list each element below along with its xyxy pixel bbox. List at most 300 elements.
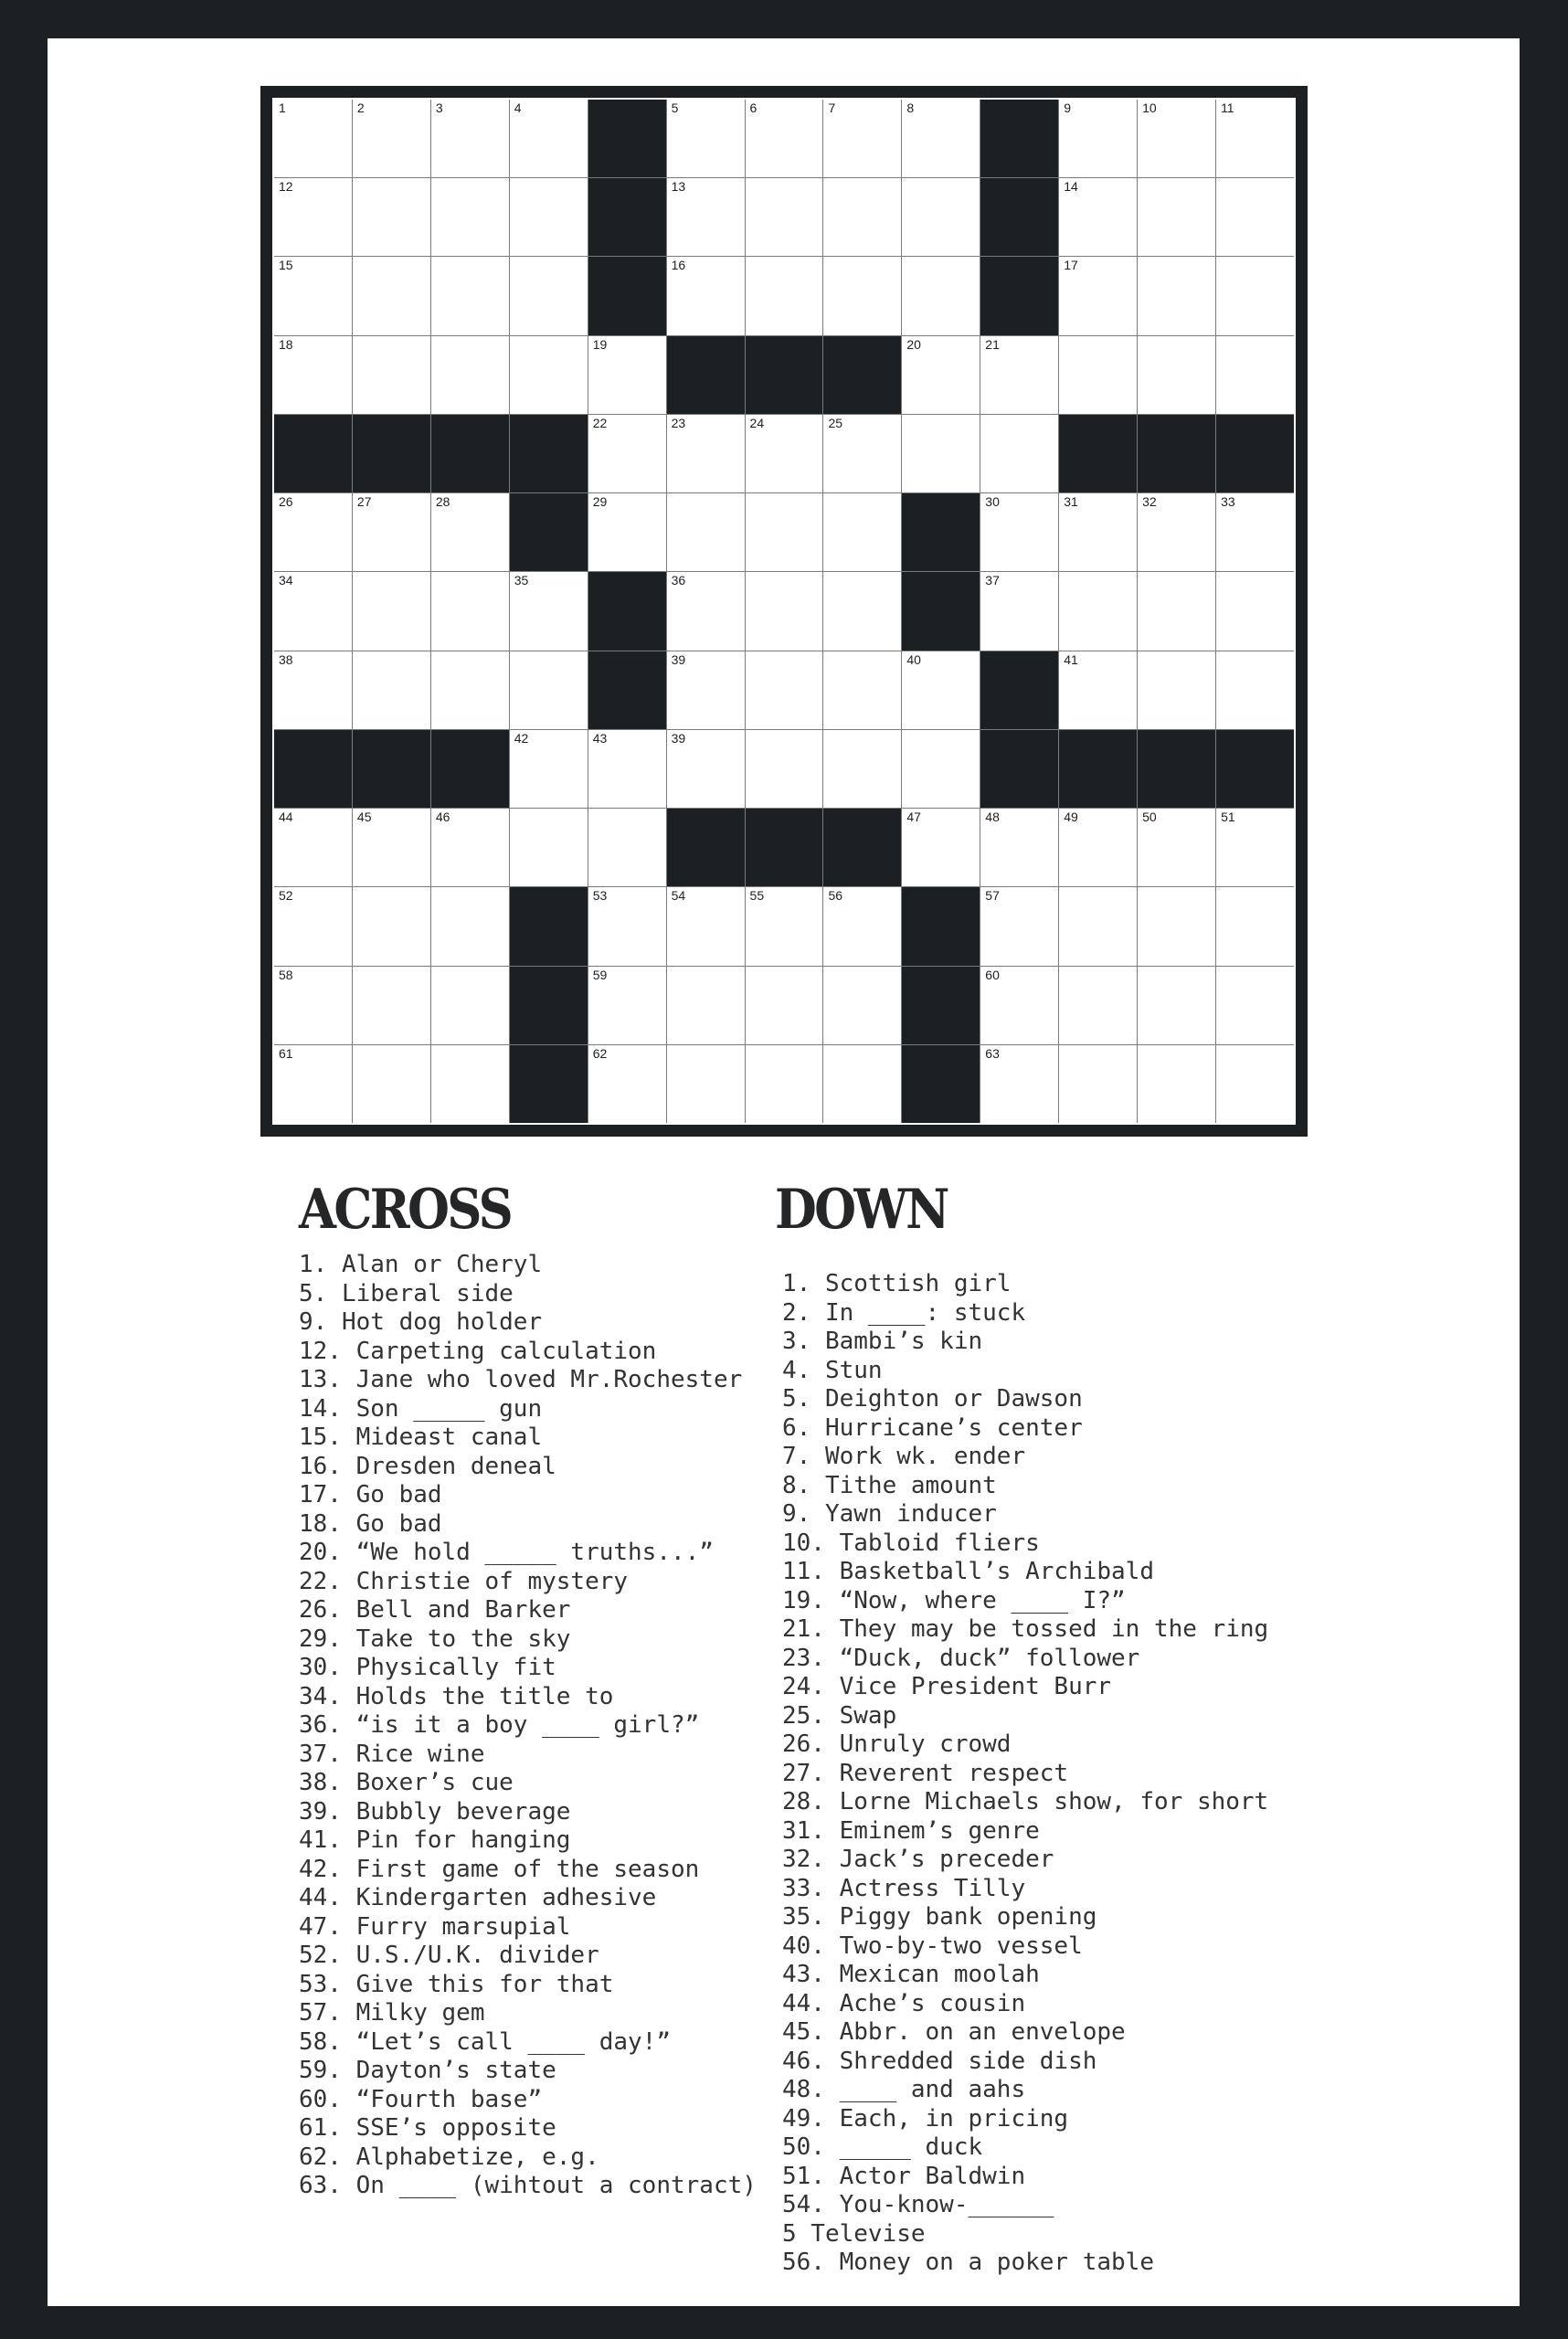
black-cell (1138, 415, 1215, 492)
grid-cell[interactable] (746, 1045, 823, 1123)
down-clue: 7. Work wk. ender (782, 1443, 1026, 1470)
across-clue: 9. Hot dog holder (299, 1308, 543, 1336)
grid-cell[interactable] (510, 100, 588, 177)
down-clue-list (782, 1270, 1268, 2278)
cell-number: 50 (1142, 810, 1157, 825)
across-clue: 44. Kindergarten adhesive (299, 1884, 657, 1911)
grid-cell[interactable] (1138, 493, 1215, 571)
down-clue: 35. Piggy bank opening (782, 1903, 1097, 1931)
black-cell (588, 257, 666, 334)
grid-cell[interactable] (588, 1045, 666, 1123)
black-cell (510, 887, 588, 965)
down-clue: 23. “Duck, duck” follower (782, 1644, 1140, 1672)
cell-number: 40 (906, 651, 921, 667)
across-clue: 58. “Let’s call ____ day!” (299, 2027, 671, 2056)
across-clue: 26. Bell and Barker (299, 1596, 571, 1624)
grid-cell[interactable] (746, 572, 823, 650)
across-clue: 18. Go bad (299, 1509, 442, 1538)
black-cell (667, 336, 745, 414)
cell-number: 52 (279, 888, 293, 904)
grid-cell[interactable] (431, 493, 509, 571)
grid-cell[interactable] (902, 336, 980, 414)
cell-number: 15 (279, 258, 293, 273)
black-cell (588, 651, 666, 729)
down-clue: 8. Tithe amount (782, 1471, 997, 1499)
grid-cell[interactable] (667, 493, 745, 571)
cell-number: 29 (592, 494, 608, 510)
black-cell (588, 178, 666, 256)
across-clue: 12. Carpeting calculation (299, 1337, 657, 1365)
grid-cell[interactable] (1216, 100, 1294, 177)
grid-cell[interactable] (353, 336, 430, 414)
grid-cell[interactable] (510, 572, 588, 650)
grid-cell[interactable] (902, 809, 980, 886)
across-clue-list (299, 1251, 757, 2201)
grid-cell[interactable] (1059, 100, 1137, 177)
cell-number: 28 (435, 494, 450, 510)
grid-cell[interactable] (1216, 651, 1294, 729)
black-cell (353, 730, 430, 808)
down-clue: 19. “Now, where ____ I?” (782, 1586, 1126, 1614)
cell-number: 47 (906, 810, 921, 825)
grid-cell[interactable] (274, 651, 352, 729)
grid-cell[interactable] (274, 493, 352, 571)
cell-number: 11 (1221, 101, 1234, 115)
grid-cell[interactable] (588, 809, 666, 886)
down-clue: 28. Lorne Michaels show, for short (782, 1788, 1269, 1815)
cell-number: 49 (1064, 810, 1078, 825)
grid-cell[interactable] (902, 415, 980, 492)
across-clue: 42. First game of the season (299, 1855, 700, 1883)
grid-cell[interactable] (667, 257, 745, 334)
grid-cell[interactable] (588, 336, 666, 414)
grid-cell[interactable] (431, 809, 509, 886)
black-cell (980, 178, 1058, 256)
grid-cell[interactable] (667, 967, 745, 1044)
paper (48, 38, 1520, 2306)
cell-number: 39 (671, 651, 686, 667)
down-clue: 32. Jack’s preceder (782, 1846, 1054, 1873)
grid-cells (274, 100, 1294, 1123)
cell-number: 18 (279, 336, 293, 352)
grid-cell[interactable] (746, 178, 823, 256)
grid-cell[interactable] (1059, 1045, 1137, 1123)
cell-number: 42 (514, 730, 529, 746)
grid-cell[interactable] (823, 257, 901, 334)
cell-number: 25 (828, 415, 843, 430)
grid-cell[interactable] (667, 651, 745, 729)
across-clue: 29. Take to the sky (299, 1625, 571, 1653)
grid-cell[interactable] (1138, 336, 1215, 414)
grid-cell[interactable] (588, 887, 666, 965)
down-clue: 3. Bambi’s kin (782, 1328, 983, 1355)
grid-cell[interactable] (510, 336, 588, 414)
cell-number: 16 (671, 258, 686, 273)
grid-cell[interactable] (274, 100, 352, 177)
grid-cell[interactable] (746, 887, 823, 965)
cell-number: 20 (906, 336, 921, 352)
black-cell (588, 572, 666, 650)
down-clue: 50. _____ duck (782, 2133, 983, 2161)
grid-cell[interactable] (980, 1045, 1058, 1123)
grid-cell[interactable] (1216, 572, 1294, 650)
grid-cell[interactable] (353, 1045, 430, 1123)
black-cell (902, 493, 980, 571)
grid-cell[interactable] (1138, 887, 1215, 965)
grid-cell[interactable] (274, 887, 352, 965)
grid-cell[interactable] (1216, 493, 1294, 571)
down-clue: 43. Mexican moolah (782, 1961, 1040, 1988)
cell-number: 6 (749, 101, 758, 115)
grid-cell[interactable] (746, 967, 823, 1044)
across-clue: 61. SSE’s opposite (299, 2114, 556, 2142)
grid-cell[interactable] (746, 257, 823, 334)
grid-cell[interactable] (274, 967, 352, 1044)
grid-cell[interactable] (746, 493, 823, 571)
down-clue: 9. Yawn inducer (782, 1500, 997, 1528)
black-cell (431, 730, 509, 808)
down-heading: DOWN (775, 1178, 948, 1242)
across-clue: 39. Bubbly beverage (299, 1797, 571, 1826)
cell-number: 34 (279, 573, 293, 588)
cell-number: 9 (1064, 101, 1072, 115)
black-cell (980, 100, 1058, 177)
grid-cell[interactable] (1059, 493, 1137, 571)
down-clue: 6. Hurricane’s center (782, 1413, 1083, 1442)
grid-cell[interactable] (1216, 336, 1294, 414)
cell-number: 10 (1142, 101, 1157, 115)
down-clue: 31. Eminem’s genre (782, 1816, 1040, 1845)
cell-number: 19 (592, 336, 608, 352)
grid-cell[interactable] (823, 651, 901, 729)
grid-cell[interactable] (1216, 1045, 1294, 1123)
black-cell (902, 1045, 980, 1123)
grid-cell[interactable] (667, 415, 745, 492)
grid-cell[interactable] (1059, 809, 1137, 886)
grid-cell[interactable] (353, 887, 430, 965)
down-clue: 51. Actor Baldwin (782, 2162, 1026, 2190)
down-clue: 33. Actress Tilly (782, 1874, 1026, 1902)
grid-cell[interactable] (980, 572, 1058, 650)
cell-number: 44 (279, 810, 293, 825)
black-cell (510, 415, 588, 492)
grid-cell[interactable] (431, 651, 509, 729)
cell-number: 4 (514, 101, 522, 115)
black-cell (431, 415, 509, 492)
across-clue: 41. Pin for hanging (299, 1826, 571, 1854)
grid-cell[interactable] (823, 493, 901, 571)
cell-number: 57 (985, 888, 1000, 904)
grid-cell[interactable] (1216, 257, 1294, 334)
grid-cell[interactable] (588, 493, 666, 571)
grid-cell[interactable] (667, 572, 745, 650)
grid-cell[interactable] (510, 178, 588, 256)
black-cell (980, 730, 1058, 808)
down-clue: 56. Money on a poker table (782, 2249, 1154, 2276)
black-cell (980, 257, 1058, 334)
cell-number: 45 (356, 810, 372, 825)
grid-cell[interactable] (353, 809, 430, 886)
across-clue: 14. Son _____ gun (299, 1394, 543, 1423)
grid-cell[interactable] (353, 100, 430, 177)
cell-number: 21 (985, 336, 1000, 352)
cell-number: 55 (749, 888, 765, 904)
down-clue: 54. You-know-______ (782, 2191, 1054, 2218)
grid-cell[interactable] (1138, 1045, 1215, 1123)
black-cell (746, 809, 823, 886)
black-cell (746, 336, 823, 414)
across-clue: 37. Rice wine (299, 1740, 485, 1768)
grid-cell[interactable] (510, 809, 588, 886)
grid-cell[interactable] (1059, 887, 1137, 965)
grid-cell[interactable] (431, 887, 509, 965)
grid-cell[interactable] (823, 100, 901, 177)
across-clue: 13. Jane who loved Mr.Rochester (299, 1366, 743, 1393)
black-cell (902, 572, 980, 650)
down-clue: 40. Two-by-two vessel (782, 1932, 1083, 1960)
black-cell (902, 967, 980, 1044)
grid-cell[interactable] (353, 651, 430, 729)
grid-cell[interactable] (902, 730, 980, 808)
cell-number: 33 (1221, 494, 1235, 510)
cell-number: 48 (985, 810, 1000, 825)
grid-cell[interactable] (431, 178, 509, 256)
down-clue: 5. Deighton or Dawson (782, 1385, 1083, 1413)
across-clue: 17. Go bad (299, 1481, 442, 1508)
grid-cell[interactable] (823, 730, 901, 808)
down-clue: 27. Reverent respect (782, 1759, 1069, 1787)
grid-cell[interactable] (823, 415, 901, 492)
cell-number: 2 (356, 101, 365, 115)
grid-cell[interactable] (1138, 809, 1215, 886)
grid-cell[interactable] (980, 493, 1058, 571)
down-clue: 45. Abbr. on an envelope (782, 2018, 1126, 2046)
cell-number: 26 (279, 494, 293, 510)
grid-cell[interactable] (588, 967, 666, 1044)
down-clue: 48. ____ and aahs (782, 2076, 1026, 2103)
across-clue: 34. Holds the title to (299, 1682, 614, 1710)
cell-number: 14 (1064, 179, 1078, 195)
black-cell (1216, 415, 1294, 492)
grid-cell[interactable] (431, 336, 509, 414)
grid-cell[interactable] (1059, 336, 1137, 414)
across-clue: 60. “Fourth base” (299, 2085, 543, 2113)
across-clue: 30. Physically fit (299, 1654, 556, 1681)
grid-cell[interactable] (510, 257, 588, 334)
grid-cell[interactable] (353, 572, 430, 650)
cell-number: 3 (435, 101, 443, 115)
grid-cell[interactable] (746, 651, 823, 729)
across-clue: 53. Give this for that (299, 1970, 614, 1998)
cell-number: 22 (592, 415, 608, 430)
down-clue: 10. Tabloid fliers (782, 1529, 1040, 1557)
down-clue: 11. Basketball’s Archibald (782, 1558, 1154, 1585)
across-clue: 62. Alphabetize, e.g. (299, 2143, 599, 2171)
grid-cell[interactable] (667, 730, 745, 808)
grid-cell[interactable] (746, 415, 823, 492)
down-clue: 4. Stun (782, 1356, 883, 1384)
cell-number: 24 (749, 415, 765, 430)
cell-number: 41 (1064, 651, 1078, 667)
grid-cell[interactable] (431, 572, 509, 650)
cell-number: 5 (671, 101, 679, 115)
cell-number: 62 (592, 1045, 608, 1061)
grid-cell[interactable] (746, 100, 823, 177)
grid-cell[interactable] (353, 967, 430, 1044)
grid-cell[interactable] (1138, 572, 1215, 650)
cell-number: 59 (592, 967, 608, 982)
grid-cell[interactable] (667, 100, 745, 177)
grid-cell[interactable] (274, 809, 352, 886)
cell-number: 60 (985, 967, 1000, 982)
black-cell (510, 1045, 588, 1123)
grid-cell[interactable] (274, 336, 352, 414)
across-clue: 15. Mideast canal (299, 1424, 543, 1451)
across-clue: 1. Alan or Cheryl (299, 1251, 543, 1278)
cell-number: 54 (671, 888, 686, 904)
grid-cell[interactable] (431, 100, 509, 177)
black-cell (274, 415, 352, 492)
grid-cell[interactable] (1059, 178, 1137, 256)
grid-cell[interactable] (1059, 257, 1137, 334)
black-cell (823, 336, 901, 414)
down-clue: 1. Scottish girl (782, 1270, 1012, 1297)
grid-cell[interactable] (1138, 651, 1215, 729)
grid-cell[interactable] (746, 730, 823, 808)
grid-cell[interactable] (431, 1045, 509, 1123)
grid-cell[interactable] (353, 257, 430, 334)
black-cell (980, 651, 1058, 729)
down-clue: 5 Televise (782, 2219, 926, 2248)
grid-cell[interactable] (510, 730, 588, 808)
cell-number: 58 (279, 967, 293, 982)
grid-cell[interactable] (980, 967, 1058, 1044)
black-cell (588, 100, 666, 177)
grid-cell[interactable] (1059, 651, 1137, 729)
grid-cell[interactable] (353, 178, 430, 256)
across-clue: 57. Milky gem (299, 1999, 485, 2027)
grid-cell[interactable] (1138, 967, 1215, 1044)
grid-cell[interactable] (902, 100, 980, 177)
cell-number: 7 (828, 101, 836, 115)
grid-cell[interactable] (588, 730, 666, 808)
grid-cell[interactable] (1138, 178, 1215, 256)
grid-cell[interactable] (980, 887, 1058, 965)
down-clue: 26. Unruly crowd (782, 1730, 1012, 1758)
grid-cell[interactable] (1059, 967, 1137, 1044)
cell-number: 37 (985, 573, 1000, 588)
black-cell (510, 967, 588, 1044)
grid-cell[interactable] (980, 336, 1058, 414)
down-clue: 25. Swap (782, 1701, 897, 1730)
black-cell (510, 493, 588, 571)
grid-cell[interactable] (588, 415, 666, 492)
across-clue: 59. Dayton’s state (299, 2057, 556, 2084)
grid-cell[interactable] (667, 887, 745, 965)
grid-cell[interactable] (431, 967, 509, 1044)
grid-cell[interactable] (823, 967, 901, 1044)
grid-cell[interactable] (1216, 967, 1294, 1044)
cell-number: 1 (279, 101, 286, 115)
black-cell (1059, 415, 1137, 492)
across-clue: 63. On ____ (wihtout a contract) (299, 2172, 757, 2199)
grid-cell[interactable] (667, 1045, 745, 1123)
grid-cell[interactable] (823, 178, 901, 256)
across-clue: 5. Liberal side (299, 1279, 514, 1307)
cell-number: 53 (592, 888, 608, 904)
cell-number: 51 (1221, 810, 1235, 825)
grid-cell[interactable] (1216, 887, 1294, 965)
cell-number: 38 (279, 651, 293, 667)
grid-cell[interactable] (1059, 572, 1137, 650)
black-cell (353, 415, 430, 492)
cell-number: 46 (435, 810, 450, 825)
grid-cell[interactable] (274, 257, 352, 334)
grid-cell[interactable] (980, 809, 1058, 886)
grid-cell[interactable] (902, 257, 980, 334)
black-cell (902, 887, 980, 965)
black-cell (1059, 730, 1137, 808)
cell-number: 56 (828, 888, 843, 904)
cell-number: 36 (671, 573, 686, 588)
grid-cell[interactable] (353, 493, 430, 571)
crossword-grid (260, 86, 1308, 1137)
across-heading: ACROSS (299, 1178, 512, 1242)
down-clue: 46. Shredded side dish (782, 2047, 1097, 2075)
grid-cell[interactable] (902, 651, 980, 729)
cell-number: 61 (279, 1045, 293, 1061)
cell-number: 31 (1064, 494, 1078, 510)
grid-cell[interactable] (1138, 257, 1215, 334)
cell-number: 39 (671, 730, 686, 746)
grid-cell[interactable] (1138, 100, 1215, 177)
grid-cell[interactable] (274, 1045, 352, 1123)
cell-number: 23 (671, 415, 686, 430)
grid-cell[interactable] (431, 257, 509, 334)
cell-number: 35 (514, 573, 529, 588)
down-clue: 24. Vice President Burr (782, 1673, 1112, 1700)
cell-number: 12 (279, 179, 293, 195)
grid-cell[interactable] (1216, 809, 1294, 886)
cell-number: 30 (985, 494, 1000, 510)
black-cell (1138, 730, 1215, 808)
across-clue: 47. Furry marsupial (299, 1912, 571, 1941)
cell-number: 32 (1142, 494, 1157, 510)
across-clue: 52. U.S./U.K. divider (299, 1942, 599, 1969)
grid-cell[interactable] (667, 178, 745, 256)
black-cell (274, 730, 352, 808)
grid-cell[interactable] (274, 572, 352, 650)
cell-number: 17 (1064, 258, 1078, 273)
grid-cell[interactable] (510, 651, 588, 729)
grid-cell[interactable] (823, 887, 901, 965)
cell-number: 13 (671, 179, 686, 195)
cell-number: 63 (985, 1045, 1000, 1061)
grid-cell[interactable] (980, 415, 1058, 492)
black-cell (823, 809, 901, 886)
across-clue: 20. “We hold _____ truths...” (299, 1539, 714, 1566)
black-cell (667, 809, 745, 886)
grid-cell[interactable] (274, 178, 352, 256)
across-clue: 38. Boxer’s cue (299, 1769, 514, 1796)
grid-cell[interactable] (902, 178, 980, 256)
down-clue: 2. In ____: stuck (782, 1298, 1026, 1327)
grid-cell[interactable] (823, 572, 901, 650)
grid-cell[interactable] (823, 1045, 901, 1123)
black-cell (1216, 730, 1294, 808)
across-clue: 36. “is it a boy ____ girl?” (299, 1711, 700, 1739)
grid-cell[interactable] (1216, 178, 1294, 256)
